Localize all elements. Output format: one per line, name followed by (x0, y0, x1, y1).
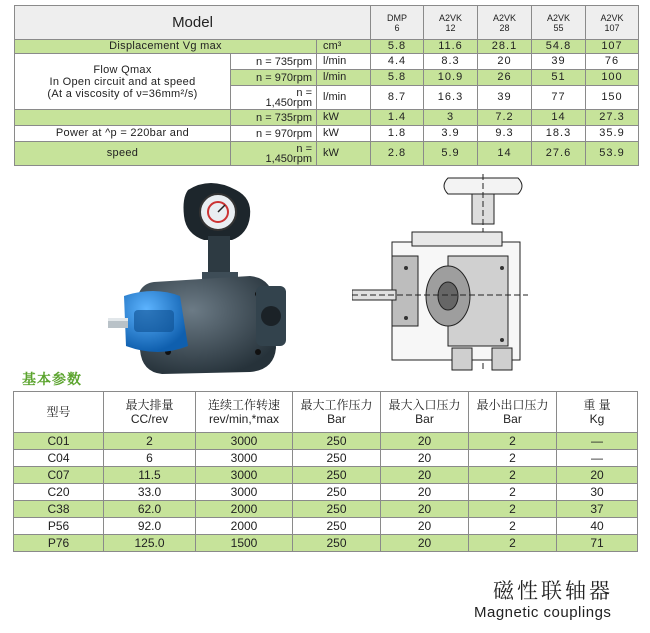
flow-value: 51 (532, 70, 586, 86)
parameter-header-row (14, 392, 638, 433)
cell-speed: 3000 (196, 467, 293, 484)
cell-outlet-pressure: 2 (469, 467, 557, 484)
header-max-displacement: 最大排量 CC/rev (104, 392, 196, 433)
table-row (14, 467, 638, 484)
cell-inlet-pressure: 20 (381, 518, 469, 535)
flow-unit: l/min (317, 70, 371, 86)
pump-cross-section-drawing (352, 172, 528, 378)
cell-working-pressure: 250 (293, 484, 381, 501)
power-row-1450 (15, 142, 639, 166)
displacement-label: Displacement Vg max (15, 40, 317, 54)
cell-displacement: 33.0 (104, 484, 196, 501)
flow-value: 8.3 (424, 54, 478, 70)
flow-speed: n = 970rpm (231, 70, 317, 86)
cell-model: P56 (14, 518, 104, 535)
cell-weight: 30 (557, 484, 638, 501)
cell-speed: 2000 (196, 501, 293, 518)
cell-working-pressure: 250 (293, 467, 381, 484)
flow-row-735 (15, 54, 639, 70)
cell-displacement: 62.0 (104, 501, 196, 518)
flow-value: 10.9 (424, 70, 478, 86)
flow-value: 8.7 (371, 86, 424, 110)
parameter-table (13, 391, 638, 552)
cell-inlet-pressure: 20 (381, 535, 469, 552)
model-col-a2vk12: A2VK 12 (424, 6, 478, 40)
cell-inlet-pressure: 20 (381, 467, 469, 484)
section-title-basic-parameters: 基本参数 (22, 371, 82, 387)
header-weight: 重 量 Kg (557, 392, 638, 433)
header-max-inlet-pressure: 最大入口压力 Bar (381, 392, 469, 433)
flow-speed: n = 1,450rpm (231, 86, 317, 110)
displacement-unit: cm³ (317, 40, 371, 54)
cell-working-pressure: 250 (293, 535, 381, 552)
cell-inlet-pressure: 20 (381, 450, 469, 467)
power-unit: kW (317, 126, 371, 142)
cell-displacement: 2 (104, 433, 196, 450)
power-value: 18.3 (532, 126, 586, 142)
power-value: 1.4 (371, 110, 424, 126)
power-value: 27.3 (586, 110, 639, 126)
flow-value: 77 (532, 86, 586, 110)
displacement-value: 54.8 (532, 40, 586, 54)
header-continuous-speed: 连续工作转速 rev/min,*max (196, 392, 293, 433)
model-label: Model (15, 6, 371, 40)
cell-outlet-pressure: 2 (469, 501, 557, 518)
power-value: 14 (478, 142, 532, 166)
cell-weight: 71 (557, 535, 638, 552)
power-unit: kW (317, 142, 371, 166)
flow-value: 5.8 (371, 70, 424, 86)
cell-outlet-pressure: 2 (469, 433, 557, 450)
power-value: 35.9 (586, 126, 639, 142)
power-value: 7.2 (478, 110, 532, 126)
displacement-value: 11.6 (424, 40, 478, 54)
cell-inlet-pressure: 20 (381, 484, 469, 501)
power-unit: kW (317, 110, 371, 126)
power-value: 14 (532, 110, 586, 126)
table-row (14, 450, 638, 467)
displacement-row (15, 40, 639, 54)
table-row (14, 484, 638, 501)
displacement-value: 5.8 (371, 40, 424, 54)
power-label-blank (15, 110, 231, 126)
power-value: 9.3 (478, 126, 532, 142)
model-col-a2vk55: A2VK 55 (532, 6, 586, 40)
cell-working-pressure: 250 (293, 501, 381, 518)
table-row (14, 501, 638, 518)
power-value: 3.9 (424, 126, 478, 142)
cell-working-pressure: 250 (293, 433, 381, 450)
cell-model: C07 (14, 467, 104, 484)
cell-displacement: 6 (104, 450, 196, 467)
power-speed: n = 1,450rpm (231, 142, 317, 166)
cell-speed: 3000 (196, 433, 293, 450)
flow-value: 76 (586, 54, 639, 70)
flow-unit: l/min (317, 54, 371, 70)
cell-outlet-pressure: 2 (469, 484, 557, 501)
caption-chinese: 磁性联轴器 (493, 579, 613, 603)
power-speed: n = 970rpm (231, 126, 317, 142)
flow-unit: l/min (317, 86, 371, 110)
power-value: 53.9 (586, 142, 639, 166)
cell-inlet-pressure: 20 (381, 501, 469, 518)
flow-value: 100 (586, 70, 639, 86)
flow-value: 39 (478, 86, 532, 110)
table-row (14, 433, 638, 450)
flow-value: 26 (478, 70, 532, 86)
model-col-a2vk28: A2VK 28 (478, 6, 532, 40)
cell-weight: 40 (557, 518, 638, 535)
flow-label: Flow Qmax In Open circuit and at speed (At a viscosity of ν=36mm²/s) (15, 54, 231, 110)
displacement-value: 107 (586, 40, 639, 54)
power-value: 27.6 (532, 142, 586, 166)
power-value: 2.8 (371, 142, 424, 166)
flow-value: 150 (586, 86, 639, 110)
spec-header-row (15, 6, 639, 40)
cell-weight: — (557, 450, 638, 467)
cell-model: C20 (14, 484, 104, 501)
flow-value: 16.3 (424, 86, 478, 110)
power-value: 5.9 (424, 142, 478, 166)
flow-value: 4.4 (371, 54, 424, 70)
table-row (14, 518, 638, 535)
power-row-735 (15, 110, 639, 126)
model-col-dmp6: DMP 6 (371, 6, 424, 40)
cell-speed: 2000 (196, 518, 293, 535)
cell-outlet-pressure: 2 (469, 518, 557, 535)
cell-displacement: 11.5 (104, 467, 196, 484)
cell-model: P76 (14, 535, 104, 552)
power-speed: n = 735rpm (231, 110, 317, 126)
cell-inlet-pressure: 20 (381, 433, 469, 450)
cell-weight: 37 (557, 501, 638, 518)
cell-outlet-pressure: 2 (469, 450, 557, 467)
cell-weight: 20 (557, 467, 638, 484)
pump-photo (108, 176, 298, 376)
cell-speed: 3000 (196, 450, 293, 467)
power-value: 3 (424, 110, 478, 126)
cell-speed: 3000 (196, 484, 293, 501)
header-model: 型号 (14, 392, 104, 433)
cell-model: C01 (14, 433, 104, 450)
power-label-speed: speed (15, 142, 231, 166)
cell-displacement: 125.0 (104, 535, 196, 552)
table-row (14, 535, 638, 552)
displacement-value: 28.1 (478, 40, 532, 54)
cell-model: C38 (14, 501, 104, 518)
cell-outlet-pressure: 2 (469, 535, 557, 552)
cell-working-pressure: 250 (293, 450, 381, 467)
power-label: Power at ^p = 220bar and (15, 126, 231, 142)
flow-value: 39 (532, 54, 586, 70)
header-max-working-pressure: 最大工作压力 Bar (293, 392, 381, 433)
cell-speed: 1500 (196, 535, 293, 552)
header-min-outlet-pressure: 最小出口压力 Bar (469, 392, 557, 433)
cell-model: C04 (14, 450, 104, 467)
flow-speed: n = 735rpm (231, 54, 317, 70)
model-col-a2vk107: A2VK 107 (586, 6, 639, 40)
cell-displacement: 92.0 (104, 518, 196, 535)
power-row-970 (15, 126, 639, 142)
flow-value: 20 (478, 54, 532, 70)
caption-english: Magnetic couplings (474, 604, 612, 621)
cell-working-pressure: 250 (293, 518, 381, 535)
spec-table (14, 5, 639, 166)
cell-weight: — (557, 433, 638, 450)
power-value: 1.8 (371, 126, 424, 142)
